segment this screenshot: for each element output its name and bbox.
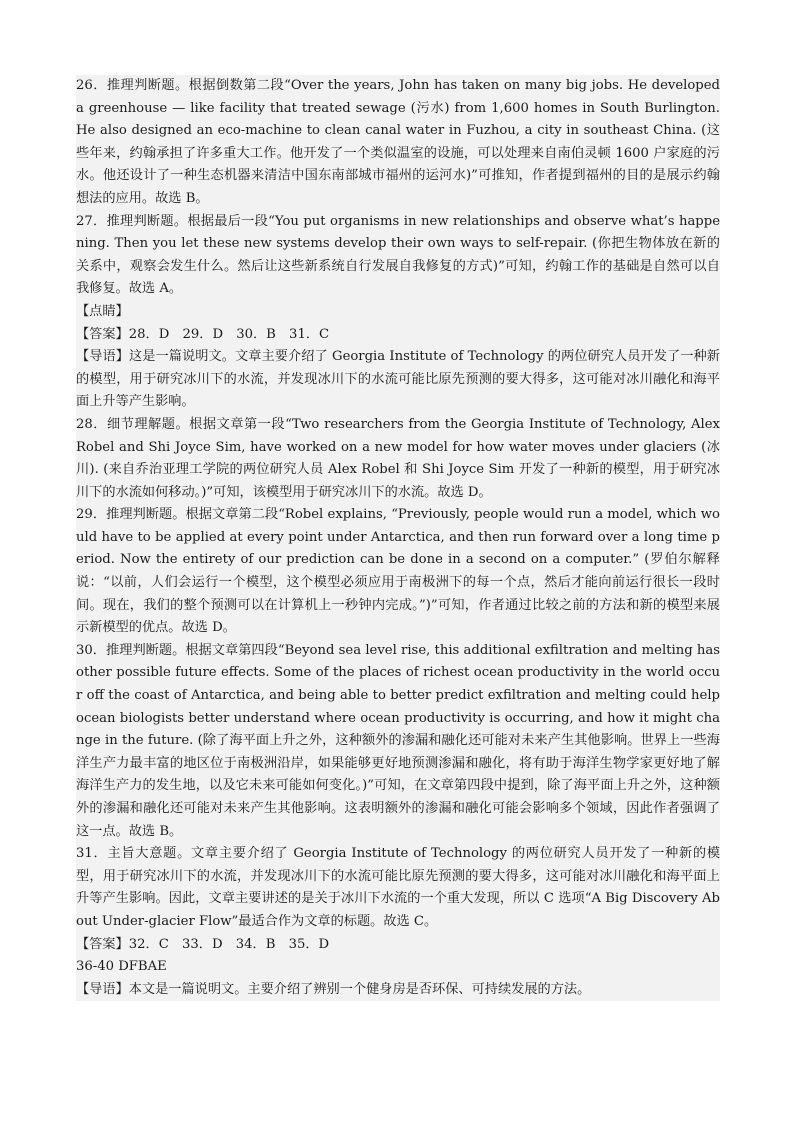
answer-line-28-31: 【答案】28．D 29．D 30．B 31．C (76, 324, 720, 347)
explanation-q29: 29．推理判断题。根据文章第二段“Robel explains, “Previously, people would run a model, which would have to be applied at every point under Antarctica, and then run forward over a long time period. Now the entirety of our prediction can be done in a second on a computer.” (罗伯尔解释说：“以前，人们会运行一个模型，这个模型必须应用于南极洲下的每一个点，然后才能向前运行很长一段时间。现在，我们的整个预测可以在计算机上一秒钟内完成。”)”可知，作者通过比较之前的方法和新的模型来展示新模型的优点。故选 D。 (76, 504, 720, 640)
explanation-q26: 26．推理判断题。根据倒数第二段“Over the years, John has taken on many big jobs. He developed a greenhouse — like facility that treated sewage (污水) from 1,600 homes in South Burlington. He also designed an eco-machine to clean canal water in Fuzhou, a city in southeast China. (这些年来，约翰承担了许多重大工作。他开发了一个类似温室的设施，可以处理来自南伯灵顿 1600 户家庭的污水。他还设计了一种生态机器来清洁中国东南部城市福州的运河水)”可推知，作者提到福州的目的是展示约翰想法的应用。故选 B。 (76, 75, 720, 211)
explanation-q30: 30．推理判断题。根据文章第四段“Beyond sea level rise, this additional exfiltration and melting has other possible future effects. Some of the places of richest ocean productivity in the world occur off the coast of Antarctica, and being able to better predict exfiltration and melting could help ocean biologists better understand where ocean productivity is occurring, and how it might change in the future. (除了海平面上升之外，这种额外的渗漏和融化还可能对未来产生其他影响。世界上一些海洋生产力最丰富的地区位于南极洲沿岸，如果能够更好地预测渗漏和融化，将有助于海洋生物学家更好地了解海洋生产力的发生地，以及它未来可能如何变化。)”可知，在文章第四段中提到，除了海平面上升之外，这种额外的渗漏和融化还可能对未来产生其他影响。这表明额外的渗漏和融化可能会影响多个领域，因此作者强调了这一点。故选 B。 (76, 640, 720, 843)
explanation-q28: 28．细节理解题。根据文章第一段“Two researchers from the Georgia Institute of Technology, Alex Robel and Shi Joyce Sim, have worked on a new model for how water moves under glaciers (冰川). (来自乔治亚理工学院的两位研究人员 Alex Robel 和 Shi Joyce Sim 开发了一种新的模型，用于研究冰川下的水流如何移动。)”可知，该模型用于研究冰川下的水流。故选 D。 (76, 414, 720, 504)
guide-passage-2: 【导语】这是一篇说明文。文章主要介绍了 Georgia Institute of Technology 的两位研究人员开发了一种新的模型，用于研究冰川下的水流，并发现冰川下的水流可能比原先预测的要大得多，这可能对冰川融化和海平面上升等产生影响。 (76, 346, 720, 414)
explanation-q31: 31．主旨大意题。文章主要介绍了 Georgia Institute of Technology 的两位研究人员开发了一种新的模型，用于研究冰川下的水流，并发现冰川下的水流可能比原先预测的要大得多，这可能对冰川融化和海平面上升等产生影响。因此，文章主要讲述的是关于冰川下水流的一个重大发现，所以 C 选项“A Big Discovery About Under-glacier Flow”最适合作为文章的标题。故选 C。 (76, 843, 720, 933)
answer-line-32-35: 【答案】32．C 33．D 34．B 35．D (76, 934, 720, 957)
answer-line-36-40: 36-40 DFBAE (76, 956, 720, 979)
document-page (76, 75, 720, 1001)
guide-passage-4: 【导语】本文是一篇说明文。主要介绍了辨别一个健身房是否环保、可持续发展的方法。 (76, 979, 720, 1002)
dianjing-heading: 【点睛】 (76, 301, 720, 324)
explanation-q27: 27．推理判断题。根据最后一段“You put organisms in new relationships and observe what’s happening. Then you let these new systems develop their own ways to self-repair. (你把生物体放在新的关系中，观察会发生什么。然后让这些新系统自行发展自我修复的方式)”可知，约翰工作的基础是自然可以自我修复。故选 A。 (76, 211, 720, 301)
